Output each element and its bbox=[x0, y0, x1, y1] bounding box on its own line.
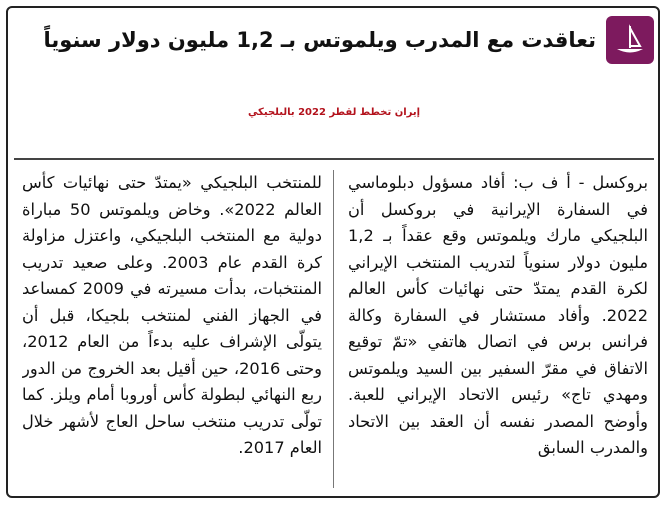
column-divider bbox=[333, 170, 334, 488]
kicker-subtitle: تعاقدت مع المدرب ويلموتس بـ 1,2 مليون دولار سنوياً bbox=[43, 28, 596, 52]
kicker-row bbox=[14, 12, 654, 68]
article-column-right: بروكسل - أ ف ب: أفاد مسؤول دبلوماسي في السفارة الإيرانية في بروكسل أن البلجيكي مارك ويلموتس وقع عقداً بـ 1,2 مليون دولار سنوياً لتدريب المنتخب الإيراني لكرة القدم يمتدّ حتى نهائيات كأس العالم 2022. وأفاد مستشار في السفارة وكالة فرانس برس في اتصال هاتفي «تمّ توقيع الاتفاق في مقرّ السفير بين السيد ويلموتس ومهدي تاج» رئيس الاتحاد الإيراني للعبة. وأوضح المصدر نفسه أن العقد بين الاتحاد والمدرب السابق bbox=[348, 173, 648, 457]
headline-rule bbox=[14, 158, 654, 160]
headline: إيران تخطط لقطر 2022 بالبلجيكي bbox=[247, 107, 421, 118]
boat-logo-icon bbox=[606, 16, 654, 64]
article-column-left: للمنتخب البلجيكي «يمتدّ حتى نهائيات كأس العالم 2022». وخاض ويلموتس 50 مباراة دولية مع المنتخب البلجيكي، واعتزل مزاولة كرة القدم عام 2003. وعلى صعيد تدريب المنتخبات، بدأت مسيرته في 2009 كمساعد في الجهاز الفني لمنتخب بلجيكا، قبل أن يتولّى الإشراف عليه بدءاً من العام 2012، وحتى 2016، حين أقيل بعد الخروج من الدور ربع النهائي لبطولة كأس أوروبا أمام ويلز. كما تولّى تدريب منتخب ساحل العاج لأشهر خلال العام 2017. bbox=[22, 173, 322, 457]
